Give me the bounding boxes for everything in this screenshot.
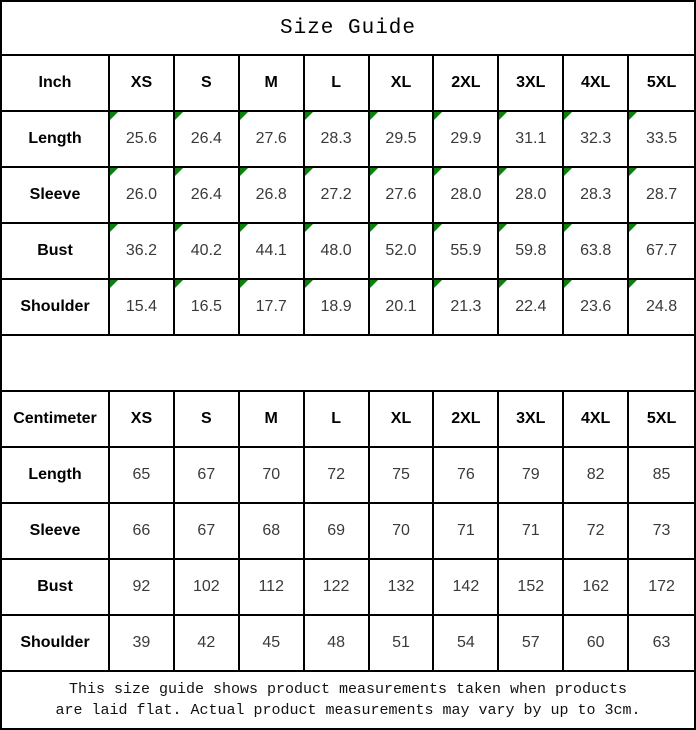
error-triangle-icon bbox=[629, 224, 637, 232]
value-cell: 28.7 bbox=[629, 168, 694, 224]
value-cell: 52.0 bbox=[370, 224, 435, 280]
error-triangle-icon bbox=[240, 168, 248, 176]
size-header-cell: M bbox=[240, 392, 305, 448]
error-triangle-icon bbox=[175, 112, 183, 120]
size-header-cell: 3XL bbox=[499, 56, 564, 112]
unit-header-cell: Centimeter bbox=[2, 392, 110, 448]
value-cell: 75 bbox=[370, 448, 435, 504]
error-triangle-icon bbox=[175, 280, 183, 288]
value-cell: 71 bbox=[434, 504, 499, 560]
value-cell: 69 bbox=[305, 504, 370, 560]
value-cell: 76 bbox=[434, 448, 499, 504]
row-label-cell: Bust bbox=[2, 224, 110, 280]
value-cell: 44.1 bbox=[240, 224, 305, 280]
error-triangle-icon bbox=[370, 280, 378, 288]
error-triangle-icon bbox=[175, 168, 183, 176]
value-cell: 73 bbox=[629, 504, 694, 560]
value-cell: 24.8 bbox=[629, 280, 694, 336]
value-cell: 92 bbox=[110, 560, 175, 616]
error-triangle-icon bbox=[110, 224, 118, 232]
value-cell: 20.1 bbox=[370, 280, 435, 336]
error-triangle-icon bbox=[629, 112, 637, 120]
value-cell: 112 bbox=[240, 560, 305, 616]
row-label-cell: Shoulder bbox=[2, 280, 110, 336]
value-cell: 40.2 bbox=[175, 224, 240, 280]
centimeter-table bbox=[2, 392, 694, 672]
value-cell: 48.0 bbox=[305, 224, 370, 280]
footer-note bbox=[2, 672, 694, 728]
error-triangle-icon bbox=[629, 168, 637, 176]
value-cell: 132 bbox=[370, 560, 435, 616]
value-cell: 27.6 bbox=[240, 112, 305, 168]
value-cell: 82 bbox=[564, 448, 629, 504]
spacer-row bbox=[2, 336, 694, 392]
value-cell: 59.8 bbox=[499, 224, 564, 280]
value-cell: 102 bbox=[175, 560, 240, 616]
error-triangle-icon bbox=[240, 224, 248, 232]
value-cell: 31.1 bbox=[499, 112, 564, 168]
size-header-cell: XS bbox=[110, 392, 175, 448]
value-cell: 152 bbox=[499, 560, 564, 616]
size-header-cell: S bbox=[175, 56, 240, 112]
size-header-cell: XL bbox=[370, 392, 435, 448]
size-header-cell: 2XL bbox=[434, 56, 499, 112]
error-triangle-icon bbox=[175, 224, 183, 232]
unit-header-cell: Inch bbox=[2, 56, 110, 112]
error-triangle-icon bbox=[564, 168, 572, 176]
error-triangle-icon bbox=[240, 280, 248, 288]
footer-line-2: are laid flat. Actual product measurements may vary by up to 3cm. bbox=[55, 702, 641, 719]
row-label-cell: Bust bbox=[2, 560, 110, 616]
value-cell: 48 bbox=[305, 616, 370, 672]
value-cell: 51 bbox=[370, 616, 435, 672]
error-triangle-icon bbox=[305, 280, 313, 288]
error-triangle-icon bbox=[499, 112, 507, 120]
error-triangle-icon bbox=[499, 168, 507, 176]
value-cell: 57 bbox=[499, 616, 564, 672]
value-cell: 26.0 bbox=[110, 168, 175, 224]
value-cell: 70 bbox=[370, 504, 435, 560]
error-triangle-icon bbox=[305, 112, 313, 120]
size-header-cell: M bbox=[240, 56, 305, 112]
value-cell: 72 bbox=[305, 448, 370, 504]
row-label-cell: Length bbox=[2, 448, 110, 504]
error-triangle-icon bbox=[564, 224, 572, 232]
value-cell: 70 bbox=[240, 448, 305, 504]
value-cell: 85 bbox=[629, 448, 694, 504]
value-cell: 71 bbox=[499, 504, 564, 560]
value-cell: 25.6 bbox=[110, 112, 175, 168]
error-triangle-icon bbox=[370, 168, 378, 176]
value-cell: 72 bbox=[564, 504, 629, 560]
value-cell: 15.4 bbox=[110, 280, 175, 336]
error-triangle-icon bbox=[629, 280, 637, 288]
size-header-cell: 3XL bbox=[499, 392, 564, 448]
error-triangle-icon bbox=[240, 112, 248, 120]
error-triangle-icon bbox=[370, 112, 378, 120]
value-cell: 26.8 bbox=[240, 168, 305, 224]
size-header-cell: 5XL bbox=[629, 56, 694, 112]
value-cell: 79 bbox=[499, 448, 564, 504]
value-cell: 17.7 bbox=[240, 280, 305, 336]
error-triangle-icon bbox=[305, 224, 313, 232]
value-cell: 55.9 bbox=[434, 224, 499, 280]
error-triangle-icon bbox=[564, 280, 572, 288]
value-cell: 27.2 bbox=[305, 168, 370, 224]
inch-table bbox=[2, 56, 694, 336]
size-header-cell: XS bbox=[110, 56, 175, 112]
error-triangle-icon bbox=[434, 224, 442, 232]
size-header-cell: 2XL bbox=[434, 392, 499, 448]
page-title: Size Guide bbox=[279, 16, 417, 40]
value-cell: 67.7 bbox=[629, 224, 694, 280]
value-cell: 16.5 bbox=[175, 280, 240, 336]
row-label-cell: Sleeve bbox=[2, 504, 110, 560]
size-header-cell: L bbox=[305, 56, 370, 112]
value-cell: 39 bbox=[110, 616, 175, 672]
error-triangle-icon bbox=[370, 224, 378, 232]
value-cell: 26.4 bbox=[175, 112, 240, 168]
error-triangle-icon bbox=[434, 280, 442, 288]
value-cell: 36.2 bbox=[110, 224, 175, 280]
value-cell: 23.6 bbox=[564, 280, 629, 336]
value-cell: 32.3 bbox=[564, 112, 629, 168]
value-cell: 63 bbox=[629, 616, 694, 672]
value-cell: 45 bbox=[240, 616, 305, 672]
error-triangle-icon bbox=[110, 280, 118, 288]
value-cell: 68 bbox=[240, 504, 305, 560]
value-cell: 28.0 bbox=[434, 168, 499, 224]
value-cell: 67 bbox=[175, 448, 240, 504]
value-cell: 122 bbox=[305, 560, 370, 616]
value-cell: 66 bbox=[110, 504, 175, 560]
error-triangle-icon bbox=[110, 168, 118, 176]
value-cell: 142 bbox=[434, 560, 499, 616]
title-row bbox=[2, 2, 694, 56]
value-cell: 33.5 bbox=[629, 112, 694, 168]
value-cell: 28.0 bbox=[499, 168, 564, 224]
value-cell: 42 bbox=[175, 616, 240, 672]
value-cell: 26.4 bbox=[175, 168, 240, 224]
error-triangle-icon bbox=[499, 280, 507, 288]
value-cell: 65 bbox=[110, 448, 175, 504]
error-triangle-icon bbox=[305, 168, 313, 176]
error-triangle-icon bbox=[434, 168, 442, 176]
value-cell: 60 bbox=[564, 616, 629, 672]
value-cell: 63.8 bbox=[564, 224, 629, 280]
row-label-cell: Sleeve bbox=[2, 168, 110, 224]
value-cell: 67 bbox=[175, 504, 240, 560]
value-cell: 54 bbox=[434, 616, 499, 672]
error-triangle-icon bbox=[499, 224, 507, 232]
row-label-cell: Shoulder bbox=[2, 616, 110, 672]
value-cell: 29.5 bbox=[370, 112, 435, 168]
size-header-cell: 5XL bbox=[629, 392, 694, 448]
error-triangle-icon bbox=[434, 112, 442, 120]
value-cell: 28.3 bbox=[564, 168, 629, 224]
error-triangle-icon bbox=[110, 112, 118, 120]
value-cell: 21.3 bbox=[434, 280, 499, 336]
value-cell: 29.9 bbox=[434, 112, 499, 168]
value-cell: 27.6 bbox=[370, 168, 435, 224]
size-header-cell: 4XL bbox=[564, 392, 629, 448]
size-header-cell: XL bbox=[370, 56, 435, 112]
size-header-cell: L bbox=[305, 392, 370, 448]
size-header-cell: S bbox=[175, 392, 240, 448]
value-cell: 28.3 bbox=[305, 112, 370, 168]
error-triangle-icon bbox=[564, 112, 572, 120]
value-cell: 18.9 bbox=[305, 280, 370, 336]
value-cell: 22.4 bbox=[499, 280, 564, 336]
value-cell: 162 bbox=[564, 560, 629, 616]
row-label-cell: Length bbox=[2, 112, 110, 168]
value-cell: 172 bbox=[629, 560, 694, 616]
footer-line-1: This size guide shows product measurements taken when products bbox=[68, 681, 628, 698]
size-header-cell: 4XL bbox=[564, 56, 629, 112]
